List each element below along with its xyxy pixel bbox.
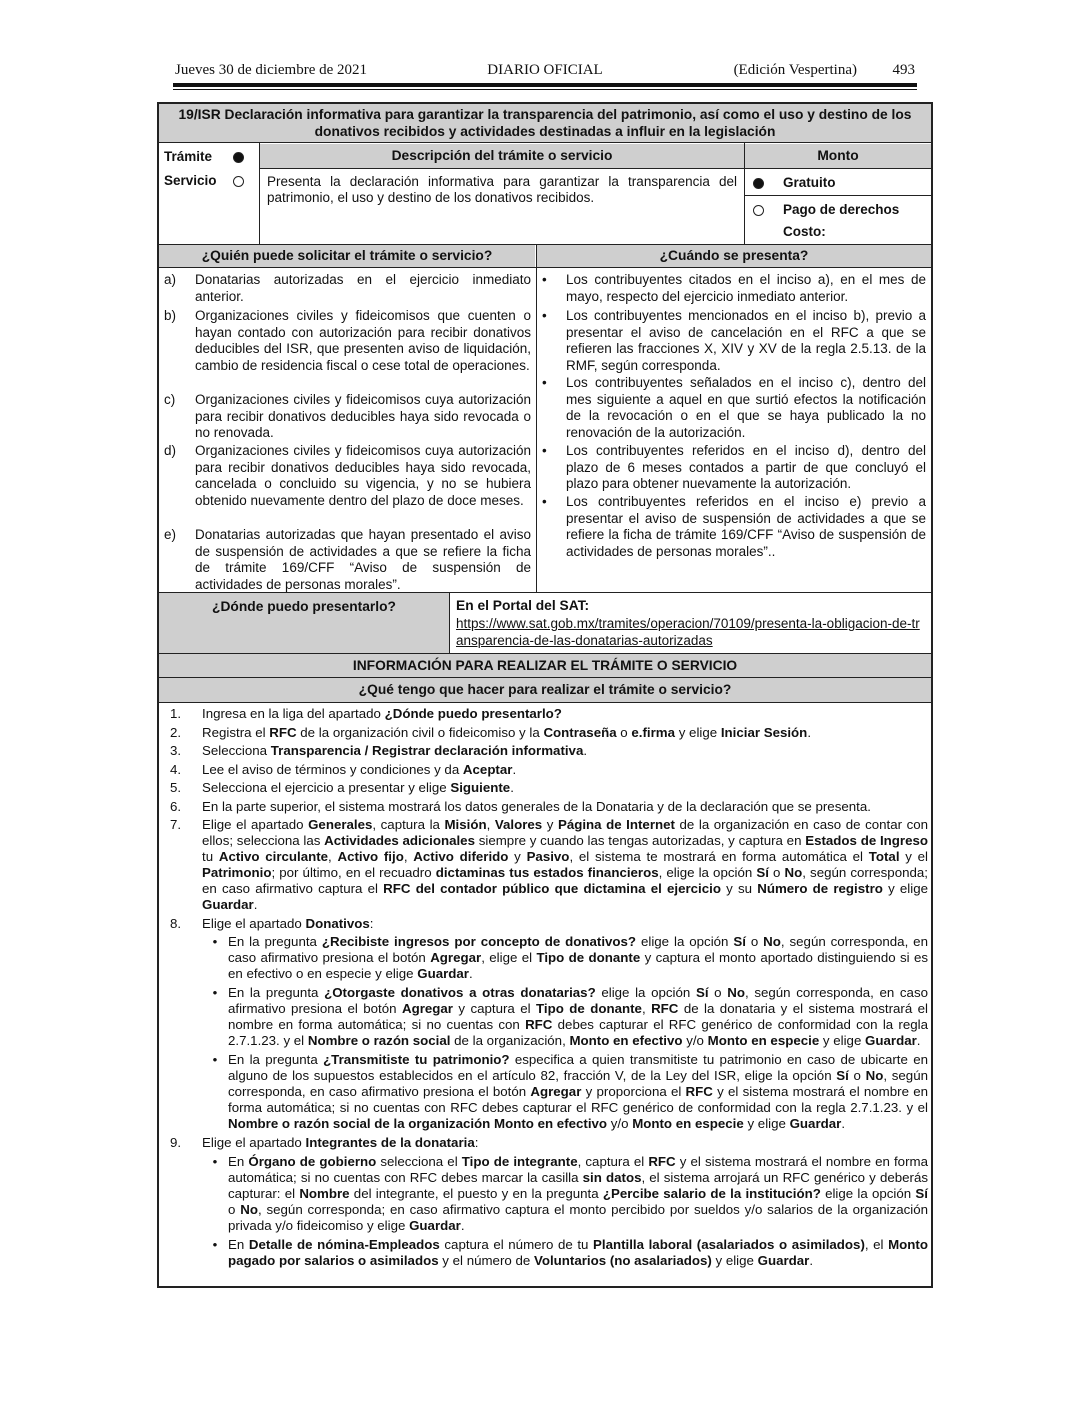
when-bullet: •: [542, 494, 547, 509]
who-letter-e: e): [164, 527, 177, 542]
costo-label: Costo:: [783, 224, 826, 239]
step-text: Selecciona Transparencia / Registrar declaración informativa.: [202, 743, 588, 758]
step-subitem: [160, 1154, 928, 1234]
when-bullet: •: [542, 308, 547, 323]
tramite-label: Trámite: [164, 149, 213, 164]
step-subitem-text: En Detalle de nómina-Empleados captura el número de tu Plantilla laboral (asalariados o asimilados), el Monto pagado por salarios o asimilados y el número de Voluntarios (no asalariados) y elige Guardar.: [228, 1236, 928, 1268]
who-item-e: Donatarias autorizadas que hayan presentado el aviso de suspensión de actividades a que se refiere la ficha de trámite 169/CFF “Aviso de suspensión de actividades de personas morales”.: [195, 527, 531, 592]
step-number: 4.: [170, 761, 182, 777]
step-number: 7.: [170, 817, 182, 832]
where-header: ¿Dónde puedo presentarlo?: [159, 593, 449, 653]
step-text: Selecciona el ejercicio a presentar y elige Siguiente.: [202, 780, 514, 795]
header-rule-thin: [173, 89, 917, 90]
info-header: INFORMACIÓN PARA REALIZAR EL TRÁMITE O SERVICIO: [159, 654, 931, 677]
bullet: •: [212, 1236, 218, 1252]
when-item: Los contribuyentes señalados en el inciso c), dentro del mes siguiente a aquel en que surtió efectos la notificación de la revocación o en el que se haya publicado la no renovación de la autorización.: [566, 375, 926, 440]
step-number: 8.: [170, 915, 182, 931]
step-item: [160, 762, 928, 778]
gratuito-label: Gratuito: [783, 175, 836, 190]
step-item: [160, 743, 928, 759]
step-subitem: [160, 1237, 928, 1269]
step-number: 5.: [170, 780, 182, 795]
step-number: 1.: [170, 706, 182, 721]
when-item: Los contribuyentes referidos en el inciso e) previo a presentar el aviso de suspensión de actividades a que se refiere la ficha de trámite 169/CFF “Aviso de suspensión de actividades de personas morales”..: [566, 494, 926, 559]
step-text: Registra el RFC de la organización civil o fideicomiso y la Contraseña o e.firma y elige Iniciar Sesión.: [202, 724, 812, 740]
bullet: •: [212, 1052, 218, 1067]
todo-header: ¿Qué tengo que hacer para realizar el trámite o servicio?: [159, 678, 931, 702]
pago-derechos-radio[interactable]: [753, 205, 764, 216]
procedure-title: 19/ISR Declaración informativa para garantizar la transparencia del patrimonio, así como el uso y destino de los donativos recibidos y actividades destinadas a influir en la legislación: [159, 104, 931, 142]
steps-list: [160, 706, 928, 1272]
step-text: Lee el aviso de términos y condiciones y da Aceptar.: [202, 761, 517, 777]
bullet: •: [212, 934, 218, 949]
description-header: Descripción del trámite o servicio: [260, 144, 744, 168]
step-text: Elige el apartado Donativos:: [202, 915, 374, 931]
when-bullet: •: [542, 375, 547, 390]
step-item: [160, 1135, 928, 1151]
step-number: 6.: [170, 798, 182, 814]
header-edition: (Edición Vespertina): [733, 62, 857, 78]
step-text: Elige el apartado Integrantes de la donataria:: [202, 1135, 479, 1150]
when-item: Los contribuyentes mencionados en el inciso b), previo a presentar el aviso de cancelación en el RFC a que se refieren las fracciones X, XIV y XV de la regla 2.5.13. de la RMF, según corresponda.: [566, 308, 926, 373]
who-header: ¿Quién puede solicitar el trámite o servicio?: [159, 245, 535, 267]
servicio-radio[interactable]: [233, 176, 244, 187]
step-item: [160, 725, 928, 741]
step-subitem-text: En la pregunta ¿Recibiste ingresos por concepto de donativos? elige la opción Sí o No, según corresponda, en caso afirmativo presiona el botón Agregar, elige el Tipo de donante y captura el monto aportado distinguiendo si es en efectivo o en especie y elige Guardar.: [228, 934, 928, 981]
bullet: •: [212, 985, 218, 1000]
header-rule: [173, 83, 917, 87]
step-item: [160, 780, 928, 796]
step-subitem: [160, 934, 928, 982]
bullet: •: [212, 1153, 218, 1169]
step-item: [160, 706, 928, 722]
header-page-number: 493: [892, 62, 915, 78]
when-item: Los contribuyentes referidos en el inciso d), dentro del plazo de 6 meses contados a partir de que concluyó el plazo para obtener nuevamente la autorización.: [566, 443, 926, 491]
description-text: Presenta la declaración informativa para garantizar la transparencia del patrimonio, el uso y destino de los donativos recibidos.: [267, 174, 737, 205]
who-item-a: Donatarias autorizadas en el ejercicio inmediato anterior.: [195, 272, 531, 304]
who-letter-a: a): [164, 272, 177, 287]
where-portal: En el Portal del SAT:: [456, 598, 590, 613]
step-text: En la parte superior, el sistema mostrará los datos generales de la Donataria y de la declaración que se presenta.: [202, 798, 871, 814]
who-item-d: Organizaciones civiles y fideicomisos cuya autorización para recibir donativos deducibles haya sido revocada, cancelada o concluido su vigencia, y no se hubiera obtenido nuevamente dentro del plazo de doce meses.: [195, 443, 531, 508]
when-item: Los contribuyentes citados en el inciso a), en el mes de mayo, respecto del ejercicio inmediato anterior.: [566, 272, 926, 304]
gratuito-radio[interactable]: [753, 178, 764, 189]
who-letter-b: b): [164, 308, 177, 323]
who-item-b: Organizaciones civiles y fideicomisos que cuenten o hayan contado con autorización para recibir donativos deducibles del ISR, que presenten aviso de liquidación, cambio de residencia fiscal o cese total de operaciones.: [195, 308, 531, 373]
step-number: 2.: [170, 724, 182, 740]
pago-derechos-label: Pago de derechos: [783, 202, 900, 217]
tramite-radio[interactable]: [233, 152, 244, 163]
who-item-c: Organizaciones civiles y fideicomisos cuya autorización para recibir donativos deducibles haya sido revocada o no renovada.: [195, 392, 531, 440]
step-item: [160, 817, 928, 913]
step-text: Elige el apartado Generales, captura la Misión, Valores y Página de Internet de la organización en caso de contar con ellos; selecciona las Actividades adicionales siempre y cuando las tengas autorizadas, y captura en Estados de Ingreso tu Activo circulante, Activo fijo, Activo diferido y Pasivo, el sistema te mostrará en forma automática el Total y el Patrimonio; por último, en el recuadro dictaminas tus estados financieros, elige la opción Sí o No, según corresponda; en caso afirmativo captura el RFC del contador público que dictamina el ejercicio y su Número de registro y elige Guardar.: [202, 817, 929, 912]
step-item: [160, 916, 928, 932]
when-bullet: •: [542, 443, 547, 458]
servicio-label: Servicio: [164, 173, 217, 188]
step-text: Ingresa en la liga del apartado ¿Dónde puedo presentarlo?: [202, 706, 562, 721]
step-subitem-text: En la pregunta ¿Otorgaste donativos a otras donatarias? elige la opción Sí o No, según corresponda, en caso afirmativo presiona el botón Agregar y captura el Tipo de donante, RFC de la donataria y el sistema mostrará el nombre en forma automática; si no cuentas con RFC debes capturar el RFC genérico de conformidad con la regla 2.7.1.23. y el Nombre o razón social de la organización, Monto en efectivo y/o Monto en especie y elige Guardar.: [228, 985, 928, 1048]
step-number: 9.: [170, 1135, 182, 1150]
when-bullet: •: [542, 272, 547, 287]
sat-portal-link[interactable]: https://www.sat.gob.mx/tramites/operacion/70109/presenta-la-obligacion-de-transparencia-de-las-donatarias-autorizadas: [456, 616, 920, 648]
header-date: Jueves 30 de diciembre de 2021: [175, 62, 368, 78]
step-subitem: [160, 1052, 928, 1132]
header-publication: DIARIO OFICIAL: [487, 62, 603, 78]
step-subitem: [160, 985, 928, 1049]
step-item: [160, 799, 928, 815]
when-header: ¿Cuándo se presenta?: [537, 245, 931, 267]
who-letter-d: d): [164, 443, 177, 458]
monto-header: Monto: [745, 144, 931, 168]
page-header: [175, 62, 915, 82]
who-letter-c: c): [164, 392, 176, 407]
step-subitem-text: En la pregunta ¿Transmitiste tu patrimonio? especifica a quien transmitiste tu patrimonio en caso de ubicarte en alguno de los supuestos establecidos en el artículo 82, fracción V, de la Ley del ISR, elige la opción Sí o No, según corresponda, en caso afirmativo presiona el botón Agregar y proporciona el RFC y el sistema mostrará el nombre en forma automática; si no cuentas con RFC debes capturar el RFC genérico de conformidad con la regla 2.7.1.23. y el Nombre o razón social de la organización Monto en efectivo y/o Monto en especie y elige Guardar.: [228, 1052, 928, 1131]
step-number: 3.: [170, 743, 182, 758]
step-subitem-text: En Órgano de gobierno selecciona el Tipo de integrante, captura el RFC y el sistema mostrará el nombre en forma automática; si no cuentas con RFC debes marcar la casilla sin datos, el sistema arrojará un RFC genérico y deberás capturar: el Nombre del integrante, el puesto y en la pregunta ¿Percibe salario de la institución? elige la opción Sí o No, según corresponda; en caso afirmativo captura el monto percibido por sueldos y/o salarios de la organización privada y/o fideicomiso y elige Guardar.: [228, 1153, 929, 1233]
